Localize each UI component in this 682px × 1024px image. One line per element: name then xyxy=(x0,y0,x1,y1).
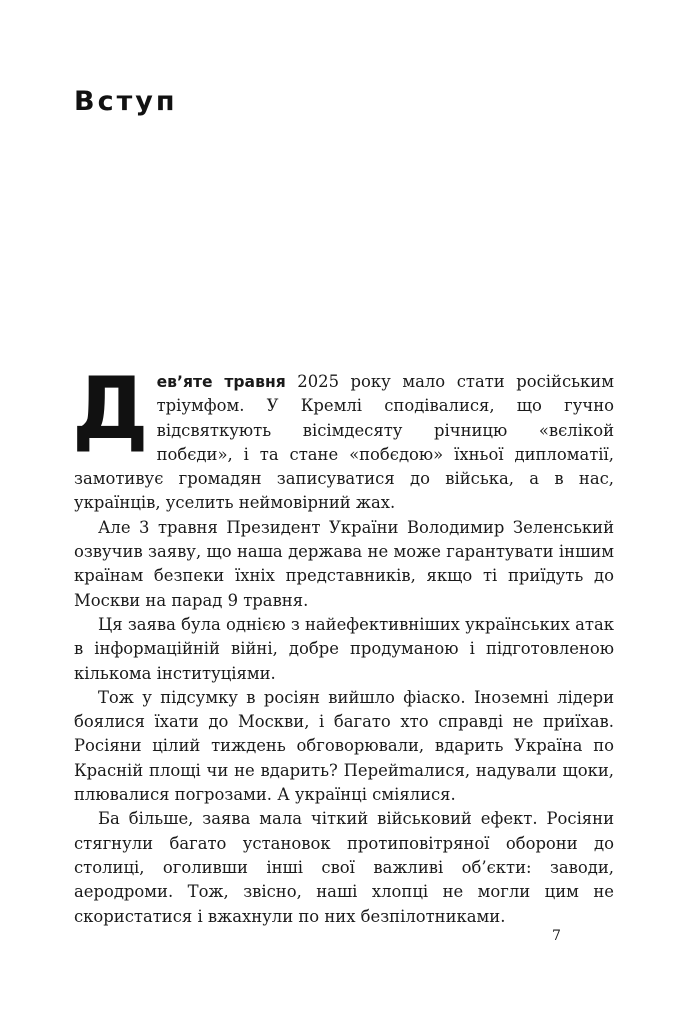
chapter-title: Вступ xyxy=(74,86,178,117)
paragraph-2: Але 3 травня Президент України Володимир Зеленський озвучив заяву, що наша держава не може гарантувати іншим країнам безпеки їхніх представників, якщо ті приїдуть до Москви на парад 9 травня. xyxy=(74,517,614,610)
paragraph-4: Тож у підсумку в росіян вийшло фіаско. Іноземні лідери боялися їхати до Москви, і багато хто справді не приїхав. Росіяни цілий тиждень обговорювали, вдарить Україна по Красній площі чи не вдарить? Перейmалися, надували щоки, плювалися погрозами. А українці сміялися. xyxy=(74,687,614,805)
drop-cap: Д xyxy=(72,359,149,459)
paragraph-1-text: 2025 року мало стати російським тріумфом. У Кремлі сподівалися, що гучно відсвяткують вісімдесяту річницю «вєлікой побєди», і та стане «побєдою» їхньої дипломатії, замотивує громадян записуватися до війська, а в нас, українців, уселить неймовірний жах. xyxy=(74,372,614,513)
chapter-body xyxy=(72,359,614,929)
paragraph-3: Ця заява була однією з найефективніших українських атак в інформаційній війні, добре продуманою і підготовленою кількома інституціями. xyxy=(74,614,614,683)
paragraph-5: Ба більше, заява мала чіткий військовий ефект. Росіяни стягнули багато установок протиповітряної оборони до столиці, оголивши інші свої важливі об’єкти: заводи, аеродроми. Тож, звісно, наші хлопці не могли цим не скористатися і вжахнули по них безпілотниками. xyxy=(74,809,614,926)
page-number: 7 xyxy=(552,928,561,944)
lead-in-bold: ев’яте травня xyxy=(156,373,286,391)
paragraph-1 xyxy=(72,359,614,516)
